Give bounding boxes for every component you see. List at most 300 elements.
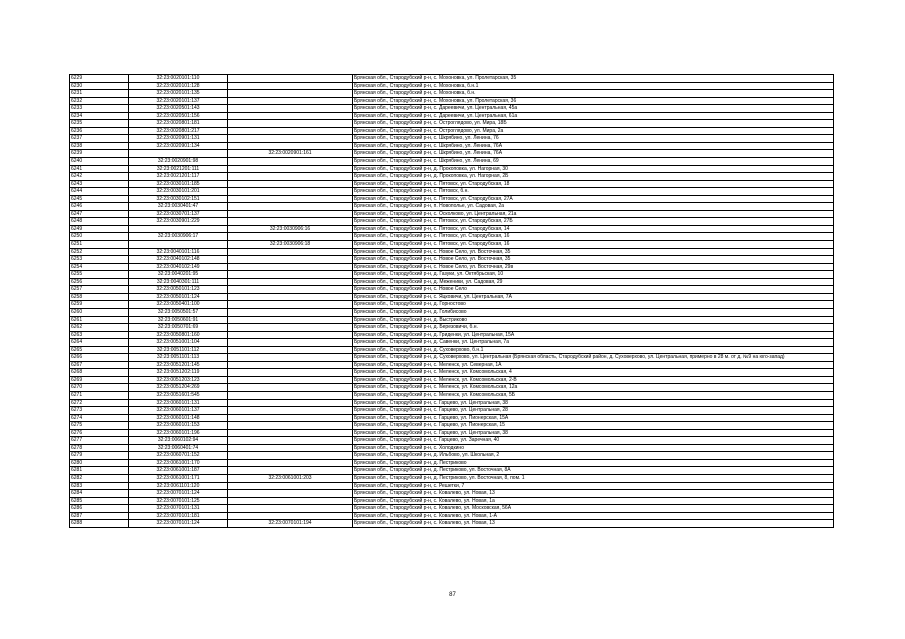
related-cadastral-number-cell <box>228 112 353 120</box>
table-row <box>70 339 834 347</box>
table-row <box>70 308 834 316</box>
row-number-cell: 6235 <box>70 120 129 128</box>
address-cell: Брянская обл., Стародубский р-н, с. Шкрябино, ул. Ленина, 69 <box>353 158 834 166</box>
row-number-cell: 6236 <box>70 127 129 135</box>
table-row <box>70 422 834 430</box>
row-number-cell: 6282 <box>70 474 129 482</box>
cadastral-number-cell: 32:23:0030102:151 <box>129 195 228 203</box>
cadastral-number-cell: 32:23:0061001:171 <box>129 474 228 482</box>
cadastral-number-cell: 32:23:0020101:137 <box>129 97 228 105</box>
table-row <box>70 482 834 490</box>
table-row <box>70 497 834 505</box>
address-cell: Брянская обл., Стародубский р-н, с. Ковалево, ул. Новая, 1-А <box>353 512 834 520</box>
table-row <box>70 150 834 158</box>
related-cadastral-number-cell <box>228 497 353 505</box>
cadastral-number-cell: 32:23:0020901:131 <box>129 135 228 143</box>
address-cell: Брянская обл., Стародубский р-н, с. Остроглядово, ул. Мира, 2а <box>353 127 834 135</box>
row-number-cell: 6240 <box>70 158 129 166</box>
table-row <box>70 361 834 369</box>
table-row <box>70 256 834 264</box>
address-cell: Брянская обл., Стародубский р-н, с. Новое Село, ул. Восточная, 35 <box>353 248 834 256</box>
table-row <box>70 286 834 294</box>
address-cell: Брянская обл., Стародубский р-н, с. Мохоновка, б.н.1 <box>353 82 834 90</box>
related-cadastral-number-cell <box>228 105 353 113</box>
related-cadastral-number-cell: 32:23:0030906:16 <box>228 225 353 233</box>
related-cadastral-number-cell <box>228 354 353 362</box>
cadastral-number-cell: 32:23:0051101:113 <box>129 354 228 362</box>
address-cell: Брянская обл., Стародубский р-н, с. Ковалево, ул. Московская, 56А <box>353 505 834 513</box>
table-row <box>70 105 834 113</box>
related-cadastral-number-cell <box>228 173 353 181</box>
table-row <box>70 180 834 188</box>
table-row <box>70 520 834 528</box>
table-row <box>70 459 834 467</box>
address-cell: Брянская обл., Стародубский р-н, с. Шкрябино, ул. Ленина, 76А <box>353 142 834 150</box>
row-number-cell: 6255 <box>70 271 129 279</box>
cadastral-number-cell: 32:23:0060101:148 <box>129 414 228 422</box>
address-cell: Брянская обл., Стародубский р-н, д. Пестриково, ул. Восточная, 8, пом. 1 <box>353 474 834 482</box>
address-cell: Брянская обл., Стародубский р-н, с. Ковалево, ул. Новая, 1а <box>353 497 834 505</box>
cadastral-number-cell: 32:23:0030701:137 <box>129 210 228 218</box>
related-cadastral-number-cell <box>228 308 353 316</box>
table-row <box>70 271 834 279</box>
cadastral-number-cell: 32:23:0070101:124 <box>129 490 228 498</box>
row-number-cell: 6268 <box>70 369 129 377</box>
row-number-cell: 6271 <box>70 391 129 399</box>
table-row <box>70 437 834 445</box>
related-cadastral-number-cell <box>228 256 353 264</box>
related-cadastral-number-cell <box>228 414 353 422</box>
row-number-cell: 6261 <box>70 316 129 324</box>
row-number-cell: 6270 <box>70 384 129 392</box>
address-cell: Брянская обл., Стародубский р-н, д. Березовичи, б.н. <box>353 324 834 332</box>
cadastral-number-cell: 32:23:0040102:148 <box>129 256 228 264</box>
row-number-cell: 6250 <box>70 233 129 241</box>
related-cadastral-number-cell <box>228 210 353 218</box>
cadastral-number-cell: 32:23:0020801:181 <box>129 120 228 128</box>
row-number-cell: 6284 <box>70 490 129 498</box>
cadastral-number-cell: 32:23:0030906:17 <box>129 233 228 241</box>
related-cadastral-number-cell <box>228 286 353 294</box>
related-cadastral-number-cell <box>228 90 353 98</box>
address-cell: Брянская обл., Стародубский р-н, с. Пятовск, ул. Стародубская, 14 <box>353 225 834 233</box>
cadastral-number-cell: 32:23:0061001:187 <box>129 467 228 475</box>
row-number-cell: 6263 <box>70 331 129 339</box>
row-number-cell: 6280 <box>70 459 129 467</box>
related-cadastral-number-cell <box>228 331 353 339</box>
row-number-cell: 6229 <box>70 75 129 83</box>
row-number-cell: 6232 <box>70 97 129 105</box>
related-cadastral-number-cell <box>228 316 353 324</box>
cadastral-number-cell: 32:23:0051201:145 <box>129 361 228 369</box>
address-cell: Брянская обл., Стародубский р-н, с. Пятовск, ул. Стародубская, 16 <box>353 233 834 241</box>
related-cadastral-number-cell <box>228 97 353 105</box>
row-number-cell: 6273 <box>70 407 129 415</box>
table-row <box>70 203 834 211</box>
table-row <box>70 90 834 98</box>
address-cell: Брянская обл., Стародубский р-н, с. Гарцево, ул. Пионерская, 15 <box>353 422 834 430</box>
row-number-cell: 6244 <box>70 188 129 196</box>
address-cell: Брянская обл., Стародубский р-н, с. Шкрябино, ул. Ленина, 76А <box>353 150 834 158</box>
address-cell: Брянская обл., Стародубский р-н, с. Пятовск, ул. Стародубская, 18 <box>353 180 834 188</box>
table-row <box>70 278 834 286</box>
row-number-cell: 6256 <box>70 278 129 286</box>
table-row <box>70 233 834 241</box>
table-row <box>70 452 834 460</box>
table-row <box>70 467 834 475</box>
address-cell: Брянская обл., Стародубский р-н, с. Гарцево, ул. Центральная, 28 <box>353 407 834 415</box>
table-row <box>70 384 834 392</box>
cadastral-number-cell: 32:23:0040101:116 <box>129 248 228 256</box>
cadastral-number-cell: 32:23:0040301:111 <box>129 278 228 286</box>
row-number-cell: 6242 <box>70 173 129 181</box>
related-cadastral-number-cell <box>228 346 353 354</box>
address-cell: Брянская обл., Стародубский р-н, с. Мохоновка, ул. Пролетарская, 36 <box>353 97 834 105</box>
table-row <box>70 301 834 309</box>
row-number-cell: 6231 <box>70 90 129 98</box>
address-cell: Брянская обл., Стародубский р-н, д. Пестриково, ул. Восточная, 8А <box>353 467 834 475</box>
address-cell: Брянская обл., Стародубский р-н, п. Новополье, ул. Садовая, 2а <box>353 203 834 211</box>
table-row <box>70 75 834 83</box>
related-cadastral-number-cell <box>228 490 353 498</box>
address-cell: Брянская обл., Стародубский р-н, д. Савенки, ул. Центральная, 7а <box>353 339 834 347</box>
related-cadastral-number-cell <box>228 195 353 203</box>
cadastral-number-cell: 32:23:0051601:545 <box>129 391 228 399</box>
related-cadastral-number-cell <box>228 467 353 475</box>
address-cell: Брянская обл., Стародубский р-н, с. Новое Село <box>353 286 834 294</box>
address-cell: Брянская обл., Стародубский р-н, с. Осколково, ул. Центральная, 21а <box>353 210 834 218</box>
row-number-cell: 6266 <box>70 354 129 362</box>
related-cadastral-number-cell <box>228 248 353 256</box>
table-row <box>70 225 834 233</box>
table-row <box>70 369 834 377</box>
cadastral-number-cell: 32:23:0051001:104 <box>129 339 228 347</box>
related-cadastral-number-cell <box>228 444 353 452</box>
related-cadastral-number-cell <box>228 482 353 490</box>
row-number-cell: 6258 <box>70 293 129 301</box>
related-cadastral-number-cell <box>228 369 353 377</box>
address-cell: Брянская обл., Стародубский р-н, д. Гриденки, ул. Центральная, 15А <box>353 331 834 339</box>
row-number-cell: 6239 <box>70 150 129 158</box>
table-row <box>70 354 834 362</box>
table-row <box>70 346 834 354</box>
row-number-cell: 6241 <box>70 165 129 173</box>
registry-table-body <box>70 75 834 528</box>
related-cadastral-number-cell <box>228 399 353 407</box>
address-cell: Брянская обл., Стародубский р-н, с. Мохоновка, ул. Пролетарская, 35 <box>353 75 834 83</box>
address-cell: Брянская обл., Стародубский р-н, д. Суховерхово, ул. Центральная (Брянская область, Стародубский район, д. Суховерхово, ул. Центральная, примерно в 28 м. от д. №9 на юго-запад) <box>353 354 834 362</box>
address-cell: Брянская обл., Стародубский р-н, с. Новое Село, ул. Восточная, 29в <box>353 263 834 271</box>
table-row <box>70 376 834 384</box>
cadastral-number-cell <box>129 150 228 158</box>
related-cadastral-number-cell: 32:23:0030906:18 <box>228 241 353 249</box>
related-cadastral-number-cell <box>228 180 353 188</box>
address-cell: Брянская обл., Стародубский р-н, д. Пестриково <box>353 459 834 467</box>
address-cell: Брянская обл., Стародубский р-н, с. Пятовск, ул. Стародубская, 27Б <box>353 218 834 226</box>
cadastral-number-cell: 32:23:0051203:123 <box>129 376 228 384</box>
cadastral-number-cell: 32:23:0051101:112 <box>129 346 228 354</box>
address-cell: Брянская обл., Стародубский р-н, д. Суховерхово, б.н.1 <box>353 346 834 354</box>
cadastral-number-cell: 32:23:0060701:152 <box>129 452 228 460</box>
cadastral-number-cell: 32:23:0030901:229 <box>129 218 228 226</box>
table-row <box>70 135 834 143</box>
address-cell: Брянская обл., Стародубский р-н, с. Дареевичи, ул. Центральная, 61а <box>353 112 834 120</box>
address-cell: Брянская обл., Стародубский р-н, с. Гарцево, ул. Пионерская, 15А <box>353 414 834 422</box>
row-number-cell: 6260 <box>70 308 129 316</box>
address-cell: Брянская обл., Стародубский р-н, с. Гарцево, ул. Центральная, 38 <box>353 429 834 437</box>
address-cell: Брянская обл., Стародубский р-н, д. Меженики, ул. Садовая, 29 <box>353 278 834 286</box>
cadastral-number-cell: 32:23:0020501:156 <box>129 112 228 120</box>
address-cell: Брянская обл., Стародубский р-н, с. Новое Село, ул. Восточная, 35 <box>353 256 834 264</box>
cadastral-number-cell: 32:23:0021201:117 <box>129 173 228 181</box>
cadastral-number-cell: 32:23:0060101:153 <box>129 422 228 430</box>
address-cell: Брянская обл., Стародубский р-н, с. Пятовск, ул. Стародубская, 16 <box>353 241 834 249</box>
address-cell: Брянская обл., Стародубский р-н, с. Решетки, 7 <box>353 482 834 490</box>
address-cell: Брянская обл., Стародубский р-н, с. Гарцево, ул. Центральная, 38 <box>353 399 834 407</box>
row-number-cell: 6274 <box>70 414 129 422</box>
cadastral-number-cell: 32:23:0060101:196 <box>129 429 228 437</box>
address-cell: Брянская обл., Стародубский р-н, с. Яцковичи, ул. Центральная, 7А <box>353 293 834 301</box>
table-row <box>70 293 834 301</box>
cadastral-number-cell: 32:23:0020901:134 <box>129 142 228 150</box>
row-number-cell: 6262 <box>70 324 129 332</box>
table-row <box>70 248 834 256</box>
cadastral-number-cell: 32:23:0051202:119 <box>129 369 228 377</box>
address-cell: Брянская обл., Стародубский р-н, с. Ковалево, ул. Новая, 13 <box>353 490 834 498</box>
row-number-cell: 6277 <box>70 437 129 445</box>
table-row <box>70 490 834 498</box>
cadastral-number-cell: 32:23:0021201:111 <box>129 165 228 173</box>
cadastral-number-cell: 32:23:0020101:110 <box>129 75 228 83</box>
related-cadastral-number-cell <box>228 459 353 467</box>
related-cadastral-number-cell <box>228 452 353 460</box>
row-number-cell: 6265 <box>70 346 129 354</box>
address-cell: Брянская обл., Стародубский р-н, с. Меленск, ул. Комсомольская, 12а <box>353 384 834 392</box>
table-row <box>70 316 834 324</box>
cadastral-number-cell: 32:23:0070101:181 <box>129 512 228 520</box>
cadastral-number-cell: 32:23:0050601:91 <box>129 316 228 324</box>
table-row <box>70 218 834 226</box>
table-row <box>70 120 834 128</box>
row-number-cell: 6230 <box>70 82 129 90</box>
table-row <box>70 210 834 218</box>
related-cadastral-number-cell <box>228 361 353 369</box>
table-row <box>70 429 834 437</box>
cadastral-number-cell <box>129 241 228 249</box>
related-cadastral-number-cell <box>228 75 353 83</box>
row-number-cell: 6279 <box>70 452 129 460</box>
address-cell: Брянская обл., Стародубский р-н, д. Горностово <box>353 301 834 309</box>
cadastral-number-cell: 32:23:0050101:123 <box>129 286 228 294</box>
address-cell: Брянская обл., Стародубский р-н, д. Ильбово, ул. Школьная, 2 <box>353 452 834 460</box>
row-number-cell: 6254 <box>70 263 129 271</box>
related-cadastral-number-cell <box>228 142 353 150</box>
row-number-cell: 6253 <box>70 256 129 264</box>
related-cadastral-number-cell <box>228 301 353 309</box>
address-cell: Брянская обл., Стародубский р-н, с. Меленск, ул. Северная, 1А <box>353 361 834 369</box>
row-number-cell: 6269 <box>70 376 129 384</box>
row-number-cell: 6283 <box>70 482 129 490</box>
related-cadastral-number-cell <box>228 165 353 173</box>
address-cell: Брянская обл., Стародубский р-н, с. Дареевичи, ул. Центральная, 45а <box>353 105 834 113</box>
cadastral-number-cell: 32:23:0060101:131 <box>129 399 228 407</box>
address-cell: Брянская обл., Стародубский р-н, с. Ковалево, ул. Новая, 13 <box>353 520 834 528</box>
row-number-cell: 6264 <box>70 339 129 347</box>
cadastral-number-cell: 32:23:0070101:131 <box>129 505 228 513</box>
row-number-cell: 6276 <box>70 429 129 437</box>
table-row <box>70 512 834 520</box>
row-number-cell: 6234 <box>70 112 129 120</box>
cadastral-number-cell: 32:23:0051204:269 <box>129 384 228 392</box>
related-cadastral-number-cell <box>228 263 353 271</box>
table-row <box>70 82 834 90</box>
row-number-cell: 6257 <box>70 286 129 294</box>
row-number-cell: 6278 <box>70 444 129 452</box>
related-cadastral-number-cell <box>228 512 353 520</box>
related-cadastral-number-cell <box>228 203 353 211</box>
table-row <box>70 263 834 271</box>
table-row <box>70 158 834 166</box>
registry-table <box>69 74 834 528</box>
related-cadastral-number-cell <box>228 391 353 399</box>
cadastral-number-cell: 32:23:0061101:120 <box>129 482 228 490</box>
related-cadastral-number-cell <box>228 278 353 286</box>
address-cell: Брянская обл., Стародубский р-н, д. Прокоповка, ул. Нагорная, 30 <box>353 165 834 173</box>
related-cadastral-number-cell <box>228 120 353 128</box>
cadastral-number-cell: 32:23:0020801:217 <box>129 127 228 135</box>
table-row <box>70 391 834 399</box>
related-cadastral-number-cell: 32:23:0020901:161 <box>228 150 353 158</box>
table-row <box>70 444 834 452</box>
cadastral-number-cell: 32:23:0040102:149 <box>129 263 228 271</box>
address-cell: Брянская обл., Стародубский р-н, с. Пятовск, б.н. <box>353 188 834 196</box>
table-row <box>70 505 834 513</box>
related-cadastral-number-cell <box>228 384 353 392</box>
address-cell: Брянская обл., Стародубский р-н, с. Меленск, ул. Комсомольская, 2-В <box>353 376 834 384</box>
address-cell: Брянская обл., Стародубский р-н, с. Пятовск, ул. Стародубская, 27А <box>353 195 834 203</box>
address-cell: Брянская обл., Стародубский р-н, с. Гарцево, ул. Заречная, 40 <box>353 437 834 445</box>
cadastral-number-cell: 32:23:0030401:47 <box>129 203 228 211</box>
row-number-cell: 6248 <box>70 218 129 226</box>
related-cadastral-number-cell <box>228 324 353 332</box>
related-cadastral-number-cell <box>228 437 353 445</box>
row-number-cell: 6275 <box>70 422 129 430</box>
table-row <box>70 165 834 173</box>
cadastral-number-cell: 32:23:0040201:95 <box>129 271 228 279</box>
cadastral-number-cell: 32:23:0060101:137 <box>129 407 228 415</box>
row-number-cell: 6252 <box>70 248 129 256</box>
address-cell: Брянская обл., Стародубский р-н, с. Остроглядово, ул. Мира, 18Б <box>353 120 834 128</box>
row-number-cell: 6267 <box>70 361 129 369</box>
cadastral-number-cell: 32:23:0020101:135 <box>129 90 228 98</box>
row-number-cell: 6251 <box>70 241 129 249</box>
row-number-cell: 6287 <box>70 512 129 520</box>
related-cadastral-number-cell <box>228 407 353 415</box>
cadastral-number-cell <box>129 225 228 233</box>
related-cadastral-number-cell: 32:23:0061001:203 <box>228 474 353 482</box>
table-row <box>70 241 834 249</box>
table-row <box>70 407 834 415</box>
related-cadastral-number-cell <box>228 82 353 90</box>
cadastral-number-cell: 32:23:0061001:170 <box>129 459 228 467</box>
related-cadastral-number-cell <box>228 127 353 135</box>
cadastral-number-cell: 32:23:0020901:98 <box>129 158 228 166</box>
address-cell: Брянская обл., Стародубский р-н, д. Газуки, ул. Октябрьская, 10 <box>353 271 834 279</box>
cadastral-number-cell: 32:23:0060401:74 <box>129 444 228 452</box>
row-number-cell: 6233 <box>70 105 129 113</box>
related-cadastral-number-cell <box>228 218 353 226</box>
row-number-cell: 6285 <box>70 497 129 505</box>
address-cell: Брянская обл., Стародубский р-н, с. Холодкино <box>353 444 834 452</box>
table-row <box>70 97 834 105</box>
row-number-cell: 6247 <box>70 210 129 218</box>
cadastral-number-cell: 32:23:0050501:57 <box>129 308 228 316</box>
address-cell: Брянская обл., Стародубский р-н, с. Мохоновка, б.н. <box>353 90 834 98</box>
table-row <box>70 399 834 407</box>
table-row <box>70 142 834 150</box>
address-cell: Брянская обл., Стародубский р-н, с. Меленск, ул. Комсомольская, 5Б <box>353 391 834 399</box>
row-number-cell: 6249 <box>70 225 129 233</box>
cadastral-number-cell: 32:23:0070101:125 <box>129 497 228 505</box>
address-cell: Брянская обл., Стародубский р-н, д. Прокоповка, ул. Нагорная, 2Б <box>353 173 834 181</box>
row-number-cell: 6259 <box>70 301 129 309</box>
cadastral-number-cell: 32:23:0050801:160 <box>129 331 228 339</box>
table-row <box>70 331 834 339</box>
related-cadastral-number-cell <box>228 429 353 437</box>
related-cadastral-number-cell <box>228 188 353 196</box>
related-cadastral-number-cell <box>228 505 353 513</box>
address-cell: Брянская обл., Стародубский р-н, д. Выстриково <box>353 316 834 324</box>
table-row <box>70 112 834 120</box>
row-number-cell: 6245 <box>70 195 129 203</box>
row-number-cell: 6243 <box>70 180 129 188</box>
address-cell: Брянская обл., Стародубский р-н, д. Голибисово <box>353 308 834 316</box>
cadastral-number-cell: 32:23:0070101:124 <box>129 520 228 528</box>
table-row <box>70 195 834 203</box>
cadastral-number-cell: 32:23:0030101:201 <box>129 188 228 196</box>
row-number-cell: 6246 <box>70 203 129 211</box>
table-row <box>70 127 834 135</box>
table-row <box>70 324 834 332</box>
row-number-cell: 6288 <box>70 520 129 528</box>
table-row <box>70 474 834 482</box>
address-cell: Брянская обл., Стародубский р-н, с. Шкрябино, ул. Ленина, 76 <box>353 135 834 143</box>
related-cadastral-number-cell <box>228 376 353 384</box>
cadastral-number-cell: 32:23:0030101:185 <box>129 180 228 188</box>
row-number-cell: 6237 <box>70 135 129 143</box>
related-cadastral-number-cell <box>228 135 353 143</box>
related-cadastral-number-cell <box>228 233 353 241</box>
page-number: 87 <box>449 592 456 598</box>
row-number-cell: 6281 <box>70 467 129 475</box>
cadastral-number-cell: 32:23:0050401:100 <box>129 301 228 309</box>
row-number-cell: 6272 <box>70 399 129 407</box>
cadastral-number-cell: 32:23:0050101:124 <box>129 293 228 301</box>
table-row <box>70 173 834 181</box>
table-row <box>70 188 834 196</box>
related-cadastral-number-cell <box>228 293 353 301</box>
table-row <box>70 414 834 422</box>
row-number-cell: 6286 <box>70 505 129 513</box>
related-cadastral-number-cell <box>228 339 353 347</box>
related-cadastral-number-cell <box>228 158 353 166</box>
related-cadastral-number-cell <box>228 422 353 430</box>
related-cadastral-number-cell <box>228 271 353 279</box>
cadastral-number-cell: 32:23:0050701:69 <box>129 324 228 332</box>
address-cell: Брянская обл., Стародубский р-н, с. Меленск, ул. Комсомольская, 4 <box>353 369 834 377</box>
row-number-cell: 6238 <box>70 142 129 150</box>
related-cadastral-number-cell: 32:23:0070101:194 <box>228 520 353 528</box>
